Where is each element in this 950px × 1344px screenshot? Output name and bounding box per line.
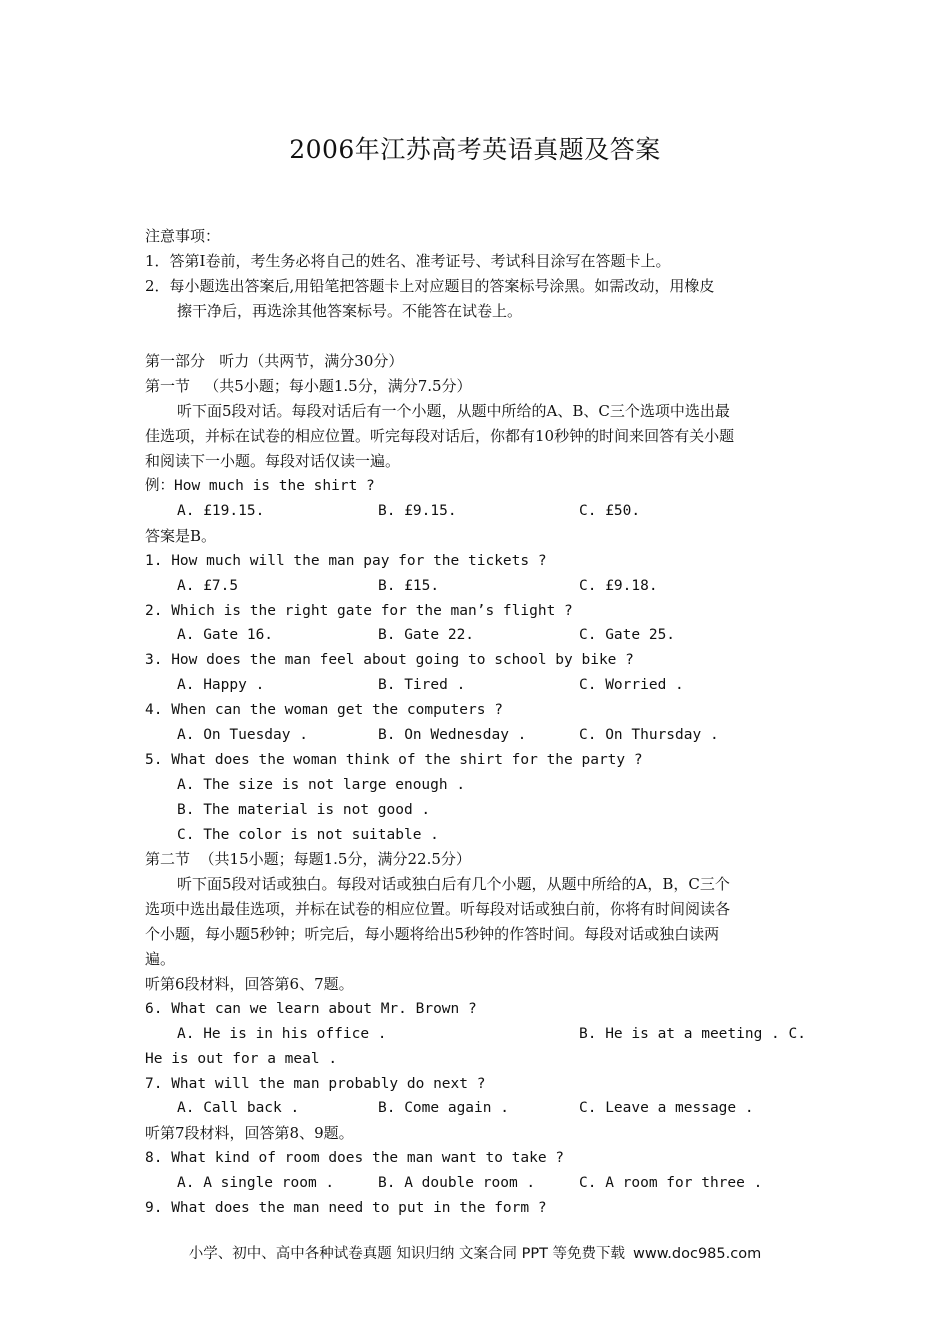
- q8-option-c: C. A room for three .: [579, 1175, 763, 1191]
- part1-heading: 第一部分 听力（共两节，满分30分）: [145, 352, 404, 370]
- q5-option-a: A. The size is not large enough .: [177, 777, 466, 793]
- q6-option-c: He is out for a meal .: [145, 1051, 338, 1067]
- question-8: 8. What kind of room does the man want to take ?: [145, 1150, 565, 1166]
- example-option-c: C. £50.: [579, 503, 641, 519]
- question-4: 4. When can the woman get the computers ?: [145, 702, 503, 718]
- q1-option-c: C. £9.18.: [579, 578, 658, 594]
- q5-option-b: B. The material is not good .: [177, 802, 431, 818]
- question-7: 7. What will the man probably do next ?: [145, 1076, 486, 1092]
- page-title: 2006年江苏高考英语真题及答案: [289, 135, 661, 164]
- q8-option-a: A. A single room .: [177, 1175, 335, 1191]
- section2-instruction-1: 听下面5段对话或独白。每段对话或独白后有几个小题，从题中所给的A，B，C三个: [177, 875, 730, 893]
- example-question: 例：How much is the shirt ?: [145, 478, 375, 494]
- q4-option-a: A. On Tuesday .: [177, 727, 308, 743]
- question-5: 5. What does the woman think of the shirt for the party ?: [145, 752, 643, 768]
- section2-heading: 第二节 （共15小题；每题1.5分，满分22.5分）: [145, 850, 471, 868]
- q3-option-b: B. Tired .: [378, 677, 466, 693]
- q8-option-b: B. A double room .: [378, 1175, 536, 1191]
- notice-item-1: 1．答第Ⅰ卷前，考生务必将自己的姓名、准考证号、考试科目涂写在答题卡上。: [145, 252, 671, 270]
- q2-option-b: B. Gate 22.: [378, 627, 475, 643]
- material-6-heading: 听第6段材料，回答第6、7题。: [145, 975, 354, 993]
- section1-heading: 第一节 （共5小题；每小题1.5分，满分7.5分）: [145, 377, 472, 395]
- q1-option-b: B. £15.: [378, 578, 440, 594]
- question-2: 2. Which is the right gate for the man’s flight ?: [145, 603, 573, 619]
- q2-option-c: C. Gate 25.: [579, 627, 676, 643]
- q3-option-c: C. Worried .: [579, 677, 684, 693]
- q1-option-a: A. £7.5: [177, 578, 239, 594]
- footer-link[interactable]: www.doc985.com: [633, 1246, 762, 1262]
- section2-instruction-3: 个小题，每小题5秒钟；听完后，每小题将给出5秒钟的作答时间。每段对话或独白读两: [145, 925, 720, 943]
- q7-option-b: B. Come again .: [378, 1100, 509, 1116]
- notice-item-2-cont: 擦干净后，再选涂其他答案标号。不能答在试卷上。: [177, 302, 523, 320]
- page-footer: [0, 1242, 950, 1266]
- notice-item-2: 2．每小题选出答案后,用铅笔把答题卡上对应题目的答案标号涂黑。如需改动，用橡皮: [145, 277, 715, 295]
- q4-option-c: C. On Thursday .: [579, 727, 719, 743]
- footer-text: 小学、初中、高中各种试卷真题 知识归纳 文案合同 PPT 等免费下载: [188, 1246, 626, 1262]
- example-answer: 答案是B。: [145, 527, 217, 545]
- question-3: 3. How does the man feel about going to school by bike ?: [145, 652, 634, 668]
- notice-heading: 注意事项：: [145, 227, 221, 245]
- question-9: 9. What does the man need to put in the form ?: [145, 1200, 547, 1216]
- q5-option-c: C. The color is not suitable .: [177, 827, 439, 843]
- q7-option-a: A. Call back .: [177, 1100, 300, 1116]
- example-option-b: B. £9.15.: [378, 503, 457, 519]
- question-1: 1. How much will the man pay for the tickets ?: [145, 553, 547, 569]
- section1-instruction-1: 听下面5段对话。每段对话后有一个小题，从题中所给的A、B、C三个选项中选出最: [177, 402, 730, 420]
- q3-option-a: A. Happy .: [177, 677, 265, 693]
- section1-instruction-2: 佳选项，并标在试卷的相应位置。听完每段对话后，你都有10秒钟的时间来回答有关小题: [145, 427, 735, 445]
- q4-option-b: B. On Wednesday .: [378, 727, 527, 743]
- q2-option-a: A. Gate 16.: [177, 627, 274, 643]
- q7-option-c: C. Leave a message .: [579, 1100, 754, 1116]
- q6-option-b: B. He is at a meeting . C.: [579, 1026, 806, 1042]
- section1-instruction-3: 和阅读下一小题。每段对话仅读一遍。: [145, 452, 401, 470]
- section2-instruction-4: 遍。: [145, 950, 176, 968]
- question-6: 6. What can we learn about Mr. Brown ?: [145, 1001, 477, 1017]
- material-7-heading: 听第7段材料，回答第8、9题。: [145, 1124, 354, 1142]
- section2-instruction-2: 选项中选出最佳选项，并标在试卷的相应位置。听每段对话或独白前，你将有时间阅读各: [145, 900, 731, 918]
- q6-option-a: A. He is in his office .: [177, 1026, 387, 1042]
- example-option-a: A. £19.15.: [177, 503, 265, 519]
